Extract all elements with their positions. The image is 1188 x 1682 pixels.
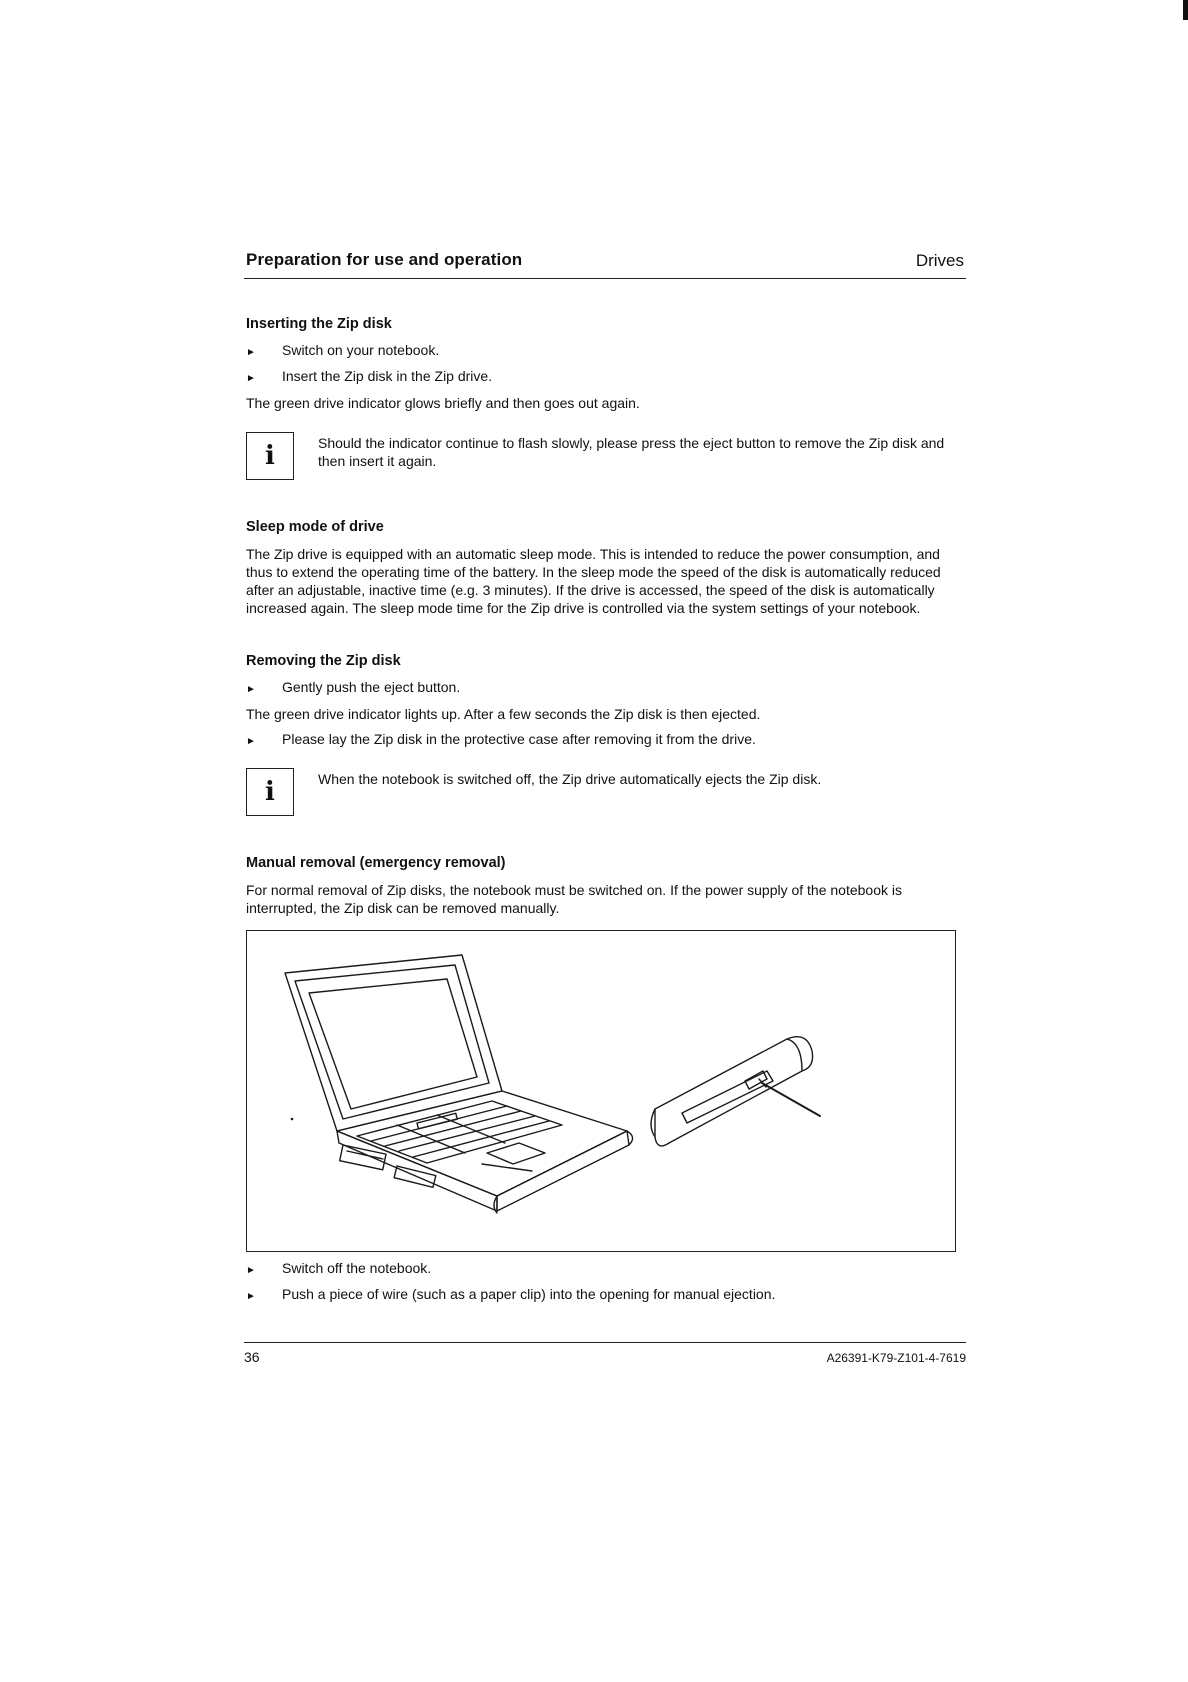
page-footer <box>244 1342 966 1365</box>
inserting-result: The green drive indicator glows briefly and then goes out again. <box>246 395 640 411</box>
step-text: Switch off the notebook. <box>282 1260 432 1276</box>
heading-manual-removal: Manual removal (emergency removal) <box>246 855 506 871</box>
step-switch-off <box>246 1260 431 1276</box>
info-icon: i <box>246 432 294 480</box>
heading-removing: Removing the Zip disk <box>246 653 401 669</box>
bullet-arrow-icon: ► <box>246 347 256 358</box>
zip-drive-closeup <box>651 1037 820 1146</box>
bullet-arrow-icon: ► <box>246 1265 256 1276</box>
page-header <box>244 250 966 279</box>
step-insert-disk <box>246 368 492 384</box>
step-text: Push a piece of wire (such as a paper clip) into the opening for manual ejection. <box>282 1286 776 1302</box>
step-switch-on <box>246 342 439 358</box>
scan-edge-mark <box>1183 0 1188 20</box>
chapter-title: Drives <box>915 251 964 270</box>
step-text: Switch on your notebook. <box>282 342 440 358</box>
note-text: Should the indicator continue to flash slowly, please press the eject button to remove the Zip disk and then insert it again. <box>318 435 945 469</box>
paper-clip-wire <box>762 1083 820 1116</box>
manual-removal-body: For normal removal of Zip disks, the notebook must be switched on. If the power supply of the notebook is interrupted, the Zip disk can be removed manually. <box>246 882 903 916</box>
note-text: When the notebook is switched off, the Zip drive automatically ejects the Zip disk. <box>318 771 822 787</box>
notebook-lid <box>285 955 502 1131</box>
heading-sleep-mode: Sleep mode of drive <box>246 519 384 535</box>
section-title: Preparation for use and operation <box>246 250 523 269</box>
bullet-arrow-icon: ► <box>246 1291 256 1302</box>
touchpad <box>487 1143 545 1164</box>
notebook-zip-illustration <box>247 931 954 1250</box>
step-text: Please lay the Zip disk in the protective case after removing it from the drive. <box>282 731 756 747</box>
bullet-arrow-icon: ► <box>246 736 256 747</box>
step-text: Gently push the eject button. <box>282 679 461 695</box>
keyboard-area <box>357 1101 562 1163</box>
step-lay-disk <box>246 731 756 747</box>
heading-inserting: Inserting the Zip disk <box>246 316 392 332</box>
sleep-mode-body: The Zip drive is equipped with an automatic sleep mode. This is intended to reduce the power consumption, and thus to extend the operating time of the battery. In the sleep mode the speed of the disk is automatically reduced after an adjustable, inactive time (e.g. 3 minutes). If the drive is accessed, the speed of the disk is automatically increased again. The sleep mode time for the Zip drive is controlled via the system settings of your notebook. <box>246 546 941 616</box>
figure-manual-eject <box>246 930 956 1252</box>
step-text: Insert the Zip disk in the Zip drive. <box>282 368 493 384</box>
document-number: A26391-K79-Z101-4-7619 <box>826 1351 966 1365</box>
info-icon: i <box>246 768 294 816</box>
step-push-wire <box>246 1286 775 1302</box>
step-push-eject <box>246 679 460 695</box>
bullet-arrow-icon: ► <box>246 684 256 695</box>
bullet-arrow-icon: ► <box>246 373 256 384</box>
page-number: 36 <box>244 1349 260 1365</box>
removing-result: The green drive indicator lights up. After a few seconds the Zip disk is then ejected. <box>246 706 761 722</box>
